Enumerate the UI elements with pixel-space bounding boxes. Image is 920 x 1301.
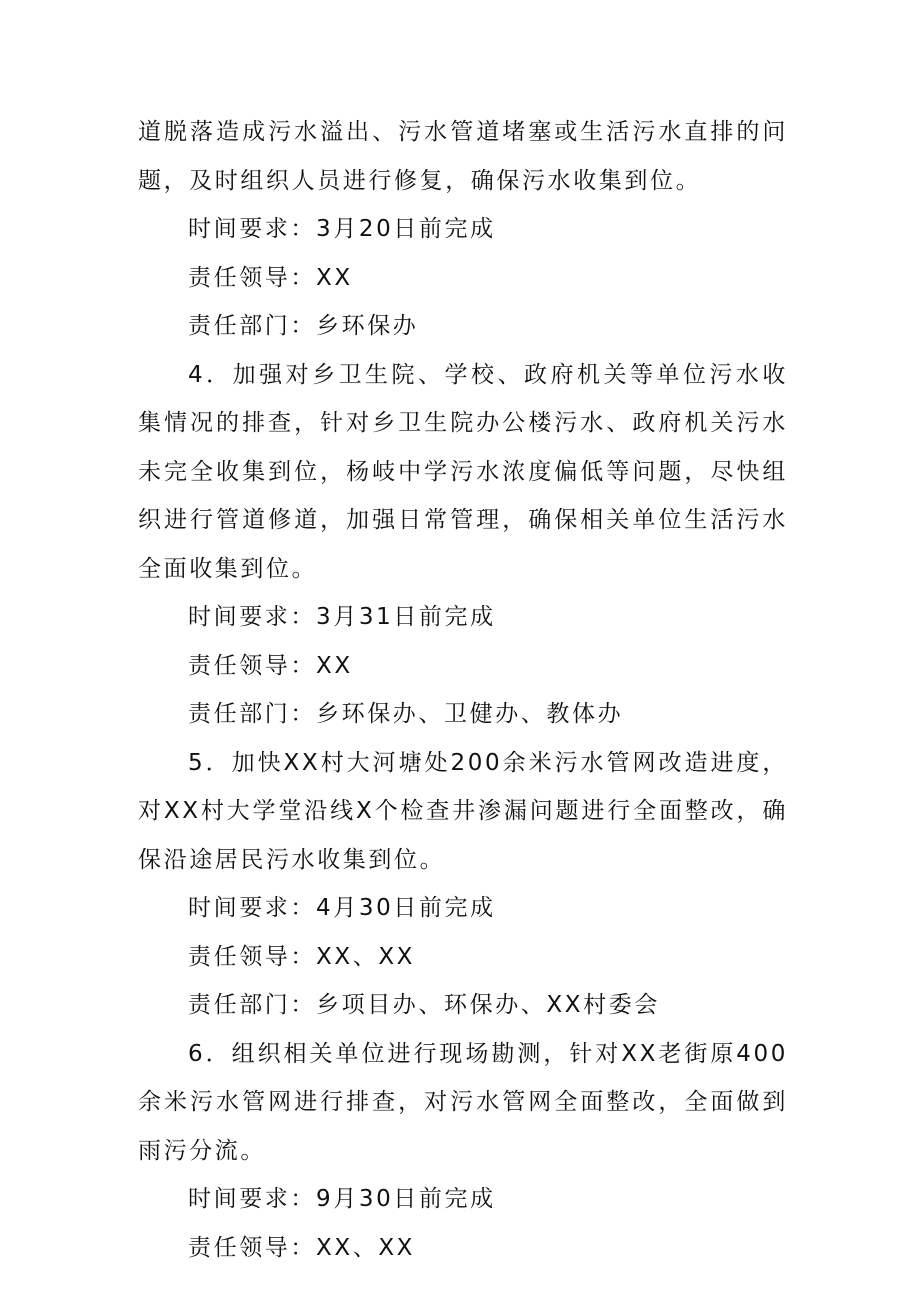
item-4-paragraph: 4．加强对乡卫生院、学校、政府机关等单位污水收集情况的排查，针对乡卫生院办公楼污水、政府机关污水未完全收集到位，杨岐中学污水浓度偏低等问题，尽快组织进行管道修道，加强日常管理，确保相关单位生活污水全面收集到位。 (138, 361, 788, 582)
responsible-leader-3: 责任领导：XX (188, 264, 353, 291)
time-requirement-4: 时间要求：3月31日前完成 (188, 604, 496, 630)
document-body (138, 108, 788, 1272)
responsible-dept-3: 责任部门：乡环保办 (188, 313, 419, 339)
time-requirement-6: 时间要求：9月30日前完成 (188, 1186, 496, 1212)
item-5-paragraph: 5．加快XX村大河塘处200余米污水管网改造进度，对XX村大学堂沿线X个检查井渗漏问题进行全面整改，确保沿途居民污水收集到位。 (138, 749, 788, 873)
paragraph-continuation: 道脱落造成污水溢出、污水管道堵塞或生活污水直排的问题，及时组织人员进行修复，确保污水收集到位。 (138, 119, 788, 194)
responsible-dept-4: 责任部门：乡环保办、卫健办、教体办 (188, 701, 624, 727)
responsible-leader-5: 责任领导：XX、XX (188, 943, 416, 970)
responsible-dept-5: 责任部门：乡项目办、环保办、XX村委会 (188, 992, 660, 1018)
time-requirement-3: 时间要求：3月20日前完成 (188, 216, 496, 242)
responsible-leader-4: 责任领导：XX (188, 652, 353, 679)
responsible-leader-6: 责任领导：XX、XX (188, 1234, 416, 1261)
time-requirement-5: 时间要求：4月30日前完成 (188, 895, 496, 921)
item-6-paragraph: 6．组织相关单位进行现场勘测，针对XX老街原400余米污水管网进行排查，对污水管网全面整改，全面做到雨污分流。 (138, 1040, 788, 1164)
